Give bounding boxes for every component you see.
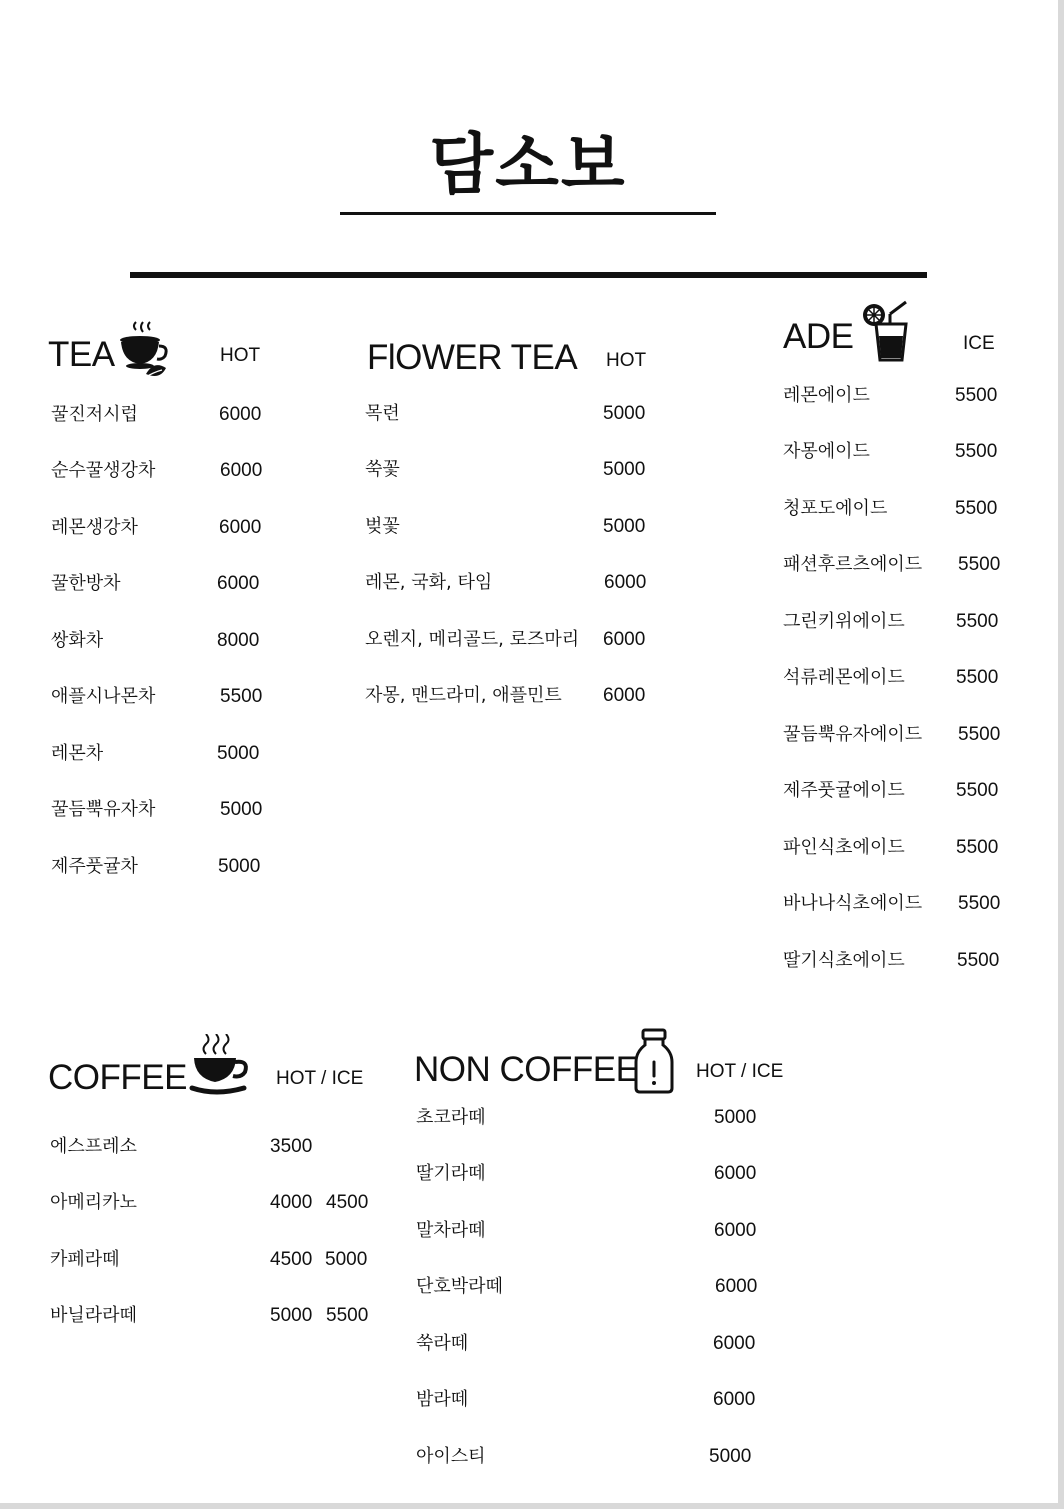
item-name: 꿀진저시럽 (51, 404, 138, 425)
item-price: 5500 (958, 724, 1001, 745)
item-name: 아이스티 (416, 1446, 486, 1467)
item-price: 6000 (715, 1276, 758, 1297)
item-name: 석류레몬에이드 (783, 667, 905, 688)
item-price-ice: 5000 (325, 1249, 368, 1270)
milk-bottle-icon (634, 1028, 674, 1094)
item-name: 바닐라라떼 (50, 1305, 137, 1326)
item-price: 6000 (714, 1220, 757, 1241)
ade-column-label: ICE (963, 333, 995, 354)
item-name: 애플시나몬차 (51, 686, 156, 707)
item-price: 6000 (604, 572, 647, 593)
item-name: 레몬에이드 (783, 385, 870, 406)
list-item (783, 891, 1023, 917)
item-name: 쑥라떼 (416, 1333, 469, 1354)
item-price: 6000 (603, 685, 646, 706)
list-item (783, 722, 1023, 748)
item-name: 바나나식초에이드 (783, 893, 923, 914)
non-coffee-section-title: NON COFFEE (414, 1050, 639, 1089)
item-name: 말차라떼 (416, 1220, 486, 1241)
tea-section-title: TEA (48, 335, 115, 374)
item-name: 딸기라떼 (416, 1163, 486, 1184)
item-name: 밤라떼 (416, 1389, 469, 1410)
list-item (50, 1134, 380, 1160)
item-price-ice: 5500 (326, 1305, 369, 1326)
item-price: 6000 (714, 1163, 757, 1184)
list-item (416, 1161, 776, 1187)
item-name: 레몬생강차 (51, 517, 138, 538)
list-item (50, 1303, 380, 1329)
item-price: 5500 (955, 498, 998, 519)
list-item (416, 1218, 776, 1244)
item-name: 레몬차 (51, 743, 104, 764)
flower-tea-column-label: HOT (606, 350, 647, 371)
list-item (365, 683, 665, 709)
list-item (783, 778, 1023, 804)
item-name: 목련 (365, 403, 400, 424)
item-price: 5500 (957, 950, 1000, 971)
item-price-hot: 3500 (270, 1136, 313, 1157)
list-item (783, 496, 1023, 522)
item-price: 6000 (713, 1389, 756, 1410)
page-edge-bottom (0, 1503, 1064, 1509)
item-price-ice: 4500 (326, 1192, 369, 1213)
item-price: 8000 (217, 630, 260, 651)
list-item (783, 665, 1023, 691)
item-name: 오렌지, 메리골드, 로즈마리 (365, 629, 580, 650)
item-price: 6000 (219, 404, 262, 425)
list-item (50, 1190, 380, 1216)
item-name: 꿀듬뿍유자차 (51, 799, 156, 820)
item-name: 자몽, 맨드라미, 애플민트 (365, 685, 562, 706)
item-name: 초코라떼 (416, 1107, 486, 1128)
item-name: 제주풋귤에이드 (783, 780, 905, 801)
ade-section-title: ADE (783, 317, 854, 356)
item-name: 쑥꽃 (365, 459, 400, 480)
menu-title: 담소보 (429, 126, 627, 203)
item-price: 6000 (603, 629, 646, 650)
item-price: 5500 (955, 441, 998, 462)
item-price-hot: 5000 (270, 1305, 313, 1326)
item-name: 쌍화차 (51, 630, 104, 651)
item-price: 6000 (219, 517, 262, 538)
list-item (51, 741, 281, 767)
list-item (416, 1105, 776, 1131)
item-price: 5000 (217, 743, 260, 764)
list-item (783, 609, 1023, 635)
list-item (783, 439, 1023, 465)
list-item (365, 514, 665, 540)
list-item (416, 1387, 776, 1413)
item-name: 순수꿀생강차 (51, 460, 156, 481)
list-item (51, 628, 281, 654)
item-price: 6000 (217, 573, 260, 594)
item-price-hot: 4500 (270, 1249, 313, 1270)
item-name: 에스프레소 (50, 1136, 137, 1157)
list-item (51, 458, 281, 484)
list-item (51, 797, 281, 823)
tea-cup-icon (116, 320, 170, 380)
item-name: 그린키위에이드 (783, 611, 905, 632)
list-item (51, 402, 281, 428)
list-item (783, 383, 1023, 409)
list-item (51, 684, 281, 710)
item-price: 5000 (714, 1107, 757, 1128)
item-price: 5500 (956, 667, 999, 688)
item-name: 자몽에이드 (783, 441, 870, 462)
non-coffee-column-label: HOT / ICE (696, 1061, 784, 1082)
item-name: 꿀듬뿍유자에이드 (783, 724, 923, 745)
menu-divider (130, 272, 927, 278)
item-price: 6000 (220, 460, 263, 481)
item-price: 5000 (220, 799, 263, 820)
item-name: 청포도에이드 (783, 498, 888, 519)
title-underline (340, 212, 716, 215)
coffee-cup-icon (188, 1034, 250, 1098)
item-price: 5000 (218, 856, 261, 877)
item-name: 꿀한방차 (51, 573, 121, 594)
item-name: 딸기식초에이드 (783, 950, 905, 971)
list-item (365, 627, 665, 653)
item-price: 5000 (603, 516, 646, 537)
item-price: 5000 (709, 1446, 752, 1467)
list-item (50, 1247, 380, 1273)
item-price: 5500 (958, 893, 1001, 914)
page-edge-right (1058, 0, 1064, 1509)
list-item (51, 515, 281, 541)
iced-drink-icon (860, 300, 910, 362)
list-item (51, 571, 281, 597)
item-price: 6000 (713, 1333, 756, 1354)
flower-tea-section-title: FlOWER TEA (367, 338, 578, 377)
item-name: 카페라떼 (50, 1249, 120, 1270)
list-item (416, 1444, 776, 1470)
item-name: 파인식초에이드 (783, 837, 905, 858)
list-item (51, 854, 281, 880)
tea-column-label: HOT (220, 345, 261, 366)
item-price-hot: 4000 (270, 1192, 313, 1213)
list-item (416, 1331, 776, 1357)
item-price: 5500 (958, 554, 1001, 575)
item-name: 단호박라떼 (416, 1276, 503, 1297)
item-name: 제주풋귤차 (51, 856, 138, 877)
coffee-column-label: HOT / ICE (276, 1068, 364, 1089)
item-name: 벚꽃 (365, 516, 400, 537)
item-name: 레몬, 국화, 타임 (365, 572, 493, 593)
list-item (365, 570, 665, 596)
list-item (783, 948, 1023, 974)
item-name: 패션후르츠에이드 (783, 554, 923, 575)
list-item (365, 401, 665, 427)
item-price: 5000 (603, 459, 646, 480)
item-name: 아메리카노 (50, 1192, 137, 1213)
list-item (416, 1274, 776, 1300)
item-price: 5500 (956, 611, 999, 632)
item-price: 5500 (955, 385, 998, 406)
list-item (783, 552, 1023, 578)
item-price: 5000 (603, 403, 646, 424)
item-price: 5500 (220, 686, 263, 707)
list-item (365, 457, 665, 483)
item-price: 5500 (956, 837, 999, 858)
item-price: 5500 (956, 780, 999, 801)
list-item (783, 835, 1023, 861)
coffee-section-title: COFFEE (48, 1058, 187, 1097)
